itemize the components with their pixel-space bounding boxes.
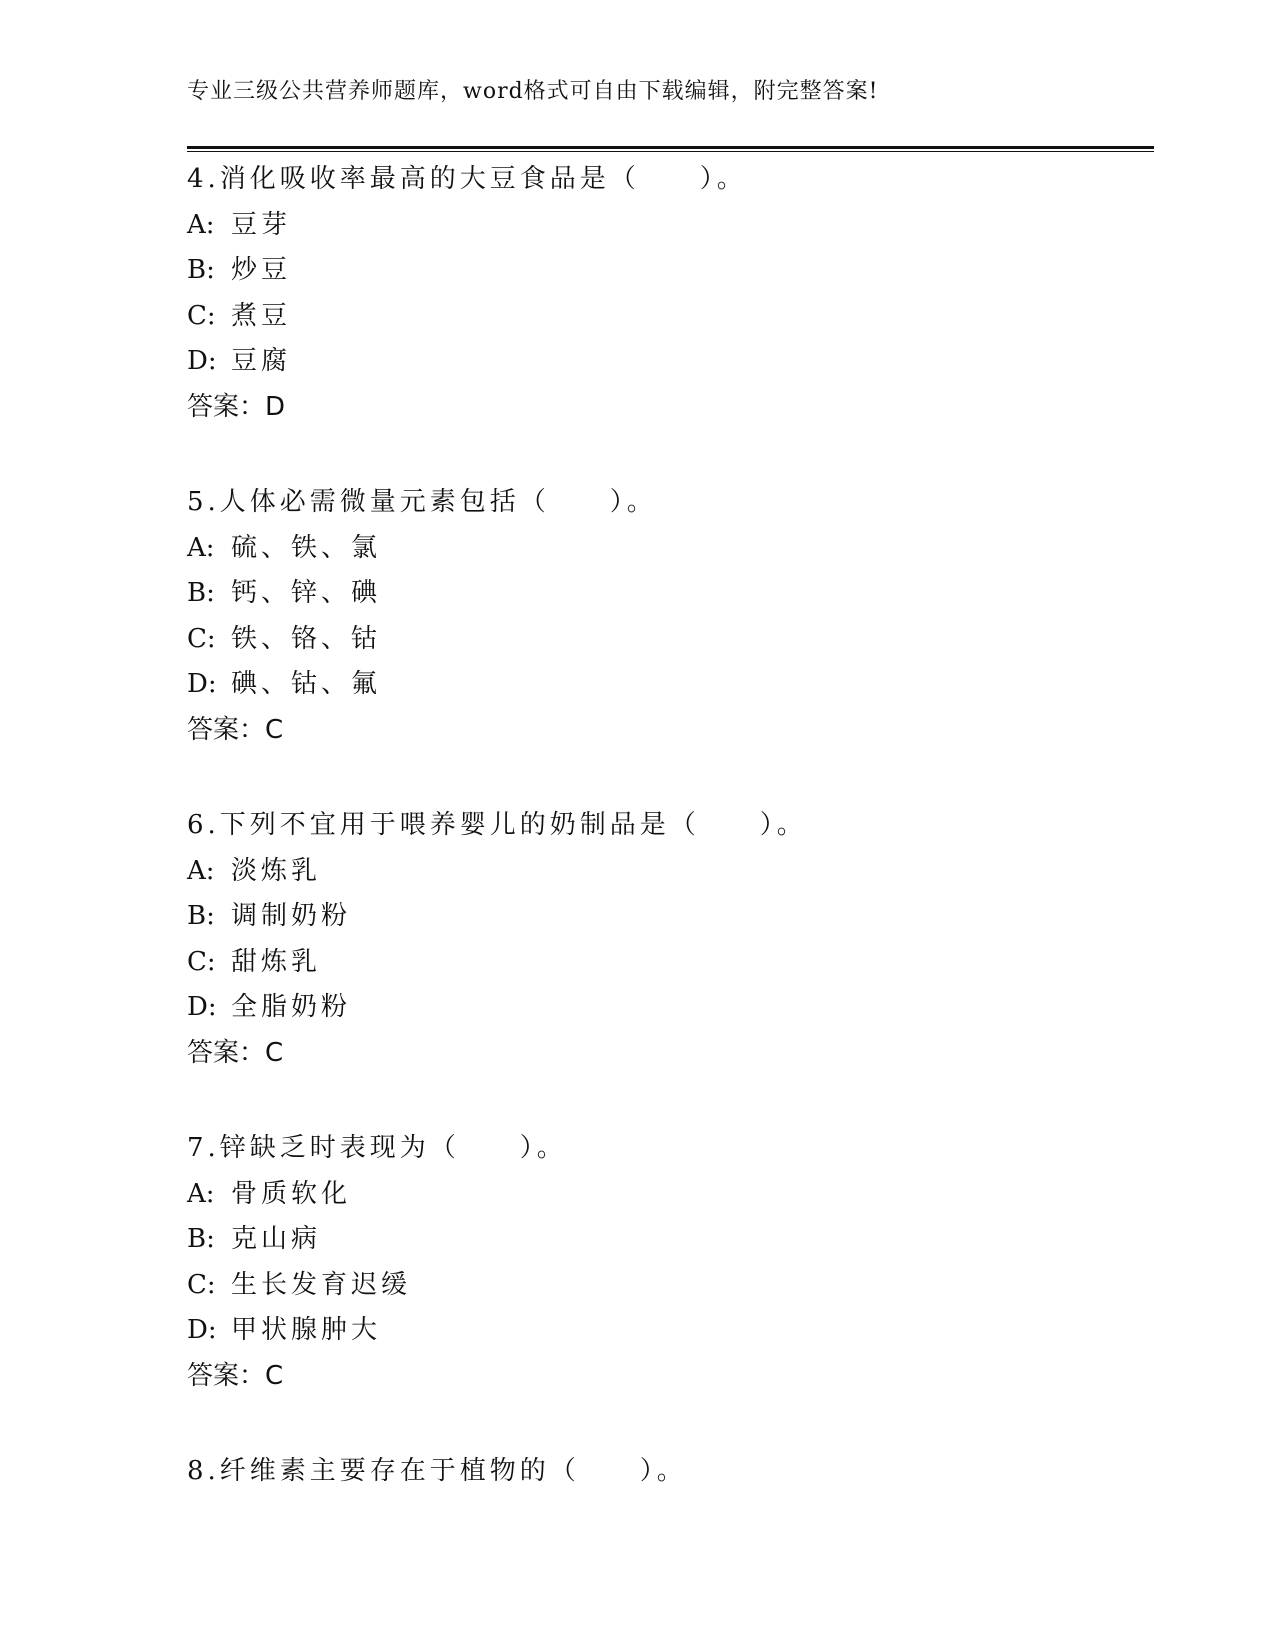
option-a (187, 203, 1154, 249)
option-letter: D: (187, 669, 217, 699)
option-a (187, 1172, 1154, 1218)
option-letter: C: (187, 1269, 216, 1300)
option-d (187, 1308, 1154, 1354)
header-rule-thin (187, 151, 1154, 152)
option-letter: B: (187, 578, 215, 608)
option-d (187, 339, 1154, 385)
answer-line: 答案：C (187, 714, 284, 745)
question-item (187, 157, 1154, 430)
option-b (187, 1217, 1154, 1263)
option-text: 甜炼乳 (231, 946, 322, 977)
question-item (187, 1449, 1154, 1495)
option-text: 生长发育迟缓 (231, 1269, 412, 1300)
option-text: 调制奶粉 (231, 901, 352, 931)
option-letter: C: (187, 946, 216, 977)
option-a (187, 849, 1154, 895)
option-text: 炒豆 (231, 255, 292, 285)
option-text: 豆腐 (231, 346, 292, 376)
option-letter: B: (187, 901, 215, 931)
option-d (187, 662, 1154, 708)
option-text: 甲状腺肿大 (231, 1315, 382, 1345)
answer-line: 答案：C (187, 1037, 284, 1068)
question-stem: 8.纤维素主要存在于植物的（ ）。 (187, 1456, 687, 1486)
question-stem: 4.消化吸收率最高的大豆食品是（ ）。 (187, 164, 747, 194)
option-text: 钙、锌、碘 (231, 578, 382, 608)
question-item (187, 803, 1154, 1076)
option-letter: B: (187, 255, 215, 285)
option-text: 煮豆 (231, 300, 292, 331)
option-b (187, 894, 1154, 940)
question-item (187, 480, 1154, 753)
option-text: 淡炼乳 (231, 855, 322, 886)
option-letter: A: (187, 532, 215, 563)
question-item (187, 1126, 1154, 1399)
option-letter: C: (187, 623, 216, 654)
option-text: 碘、钴、氟 (231, 669, 382, 699)
option-letter: B: (187, 1224, 215, 1254)
option-c (187, 1263, 1154, 1309)
question-stem: 7.锌缺乏时表现为（ ）。 (187, 1133, 567, 1163)
option-text: 豆芽 (231, 209, 292, 240)
option-letter: D: (187, 992, 217, 1022)
option-text: 硫、铁、氯 (231, 532, 382, 563)
option-c (187, 940, 1154, 986)
question-stem: 5.人体必需微量元素包括（ ）。 (187, 487, 657, 517)
header-rule-thick (187, 146, 1154, 149)
option-b (187, 571, 1154, 617)
option-a (187, 526, 1154, 572)
option-text: 骨质软化 (231, 1178, 352, 1209)
option-letter: D: (187, 1315, 217, 1345)
answer-line: 答案：D (187, 391, 286, 422)
option-d (187, 985, 1154, 1031)
option-b (187, 248, 1154, 294)
option-c (187, 617, 1154, 663)
question-stem: 6.下列不宜用于喂养婴儿的奶制品是（ ）。 (187, 810, 807, 840)
option-letter: C: (187, 300, 216, 331)
option-letter: D: (187, 346, 217, 376)
document-header: 专业三级公共营养师题库，word格式可自由下载编辑，附完整答案! (187, 79, 879, 104)
option-letter: A: (187, 855, 215, 886)
question-list (187, 157, 1154, 1545)
option-letter: A: (187, 209, 215, 240)
answer-line: 答案：C (187, 1360, 284, 1391)
option-letter: A: (187, 1178, 215, 1209)
option-c (187, 294, 1154, 340)
option-text: 铁、铬、钴 (231, 623, 382, 654)
option-text: 克山病 (231, 1224, 322, 1254)
option-text: 全脂奶粉 (231, 992, 352, 1022)
